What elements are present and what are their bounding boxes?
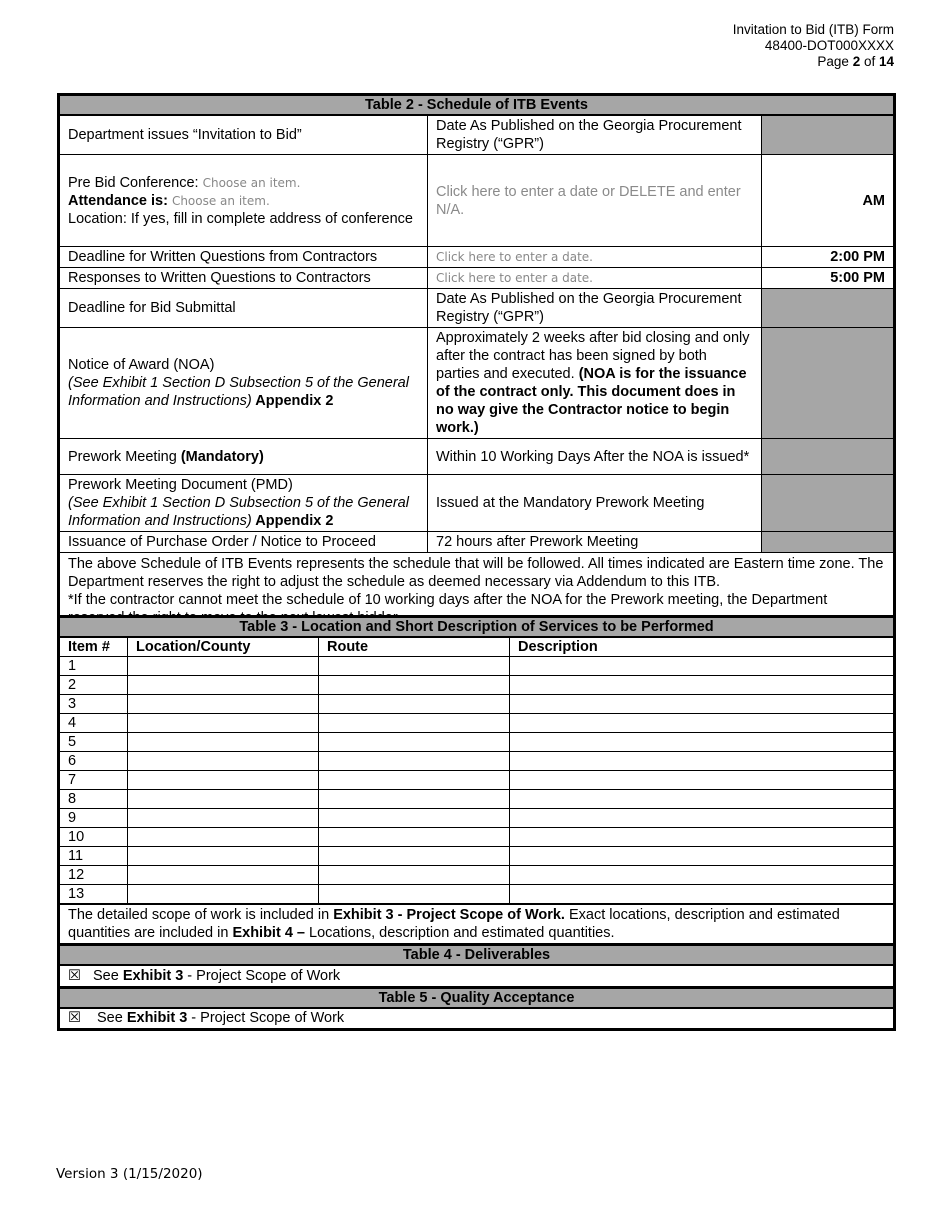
attendance-dropdown[interactable]: Choose an item.	[171, 193, 270, 208]
table-row: 2	[59, 676, 895, 695]
page-header	[733, 22, 894, 70]
deliverables-checkbox[interactable]: ☒	[68, 967, 81, 984]
table-row: 9	[59, 809, 895, 828]
scope-note: The detailed scope of work is included in Exhibit 3 - Project Scope of Work. Exact locations, description and estimated quantities are included in Exhibit 4 – Locations, description and estimated quantities.	[59, 904, 895, 945]
table-row: 13	[59, 885, 895, 905]
date-bid-submittal: Date As Published on the Georgia Procurement Registry (“GPR”)	[428, 289, 762, 328]
page-number: Page 2 of 14	[817, 54, 894, 69]
date-purchase-order: 72 hours after Prework Meeting	[428, 532, 762, 553]
table2-title: Table 2 - Schedule of ITB Events	[59, 95, 895, 116]
quality-checkbox[interactable]: ☒	[68, 1010, 81, 1027]
col-description: Description	[510, 637, 895, 657]
table3-title: Table 3 - Location and Short Description of Services to be Performed	[59, 617, 895, 638]
event-prebid: Pre Bid Conference: Choose an item. Attendance is: Choose an item. Location: If yes, fill in complete address of conference	[59, 155, 428, 247]
services-table	[57, 615, 896, 1031]
table-row: 10	[59, 828, 895, 847]
event-invitation: Department issues “Invitation to Bid”	[59, 115, 428, 155]
form-title: Invitation to Bid (ITB) Form	[732, 22, 894, 37]
date-prebid-field[interactable]: Click here to enter a date or DELETE and enter N/A.	[428, 155, 762, 247]
date-prework: Within 10 Working Days After the NOA is issued*	[428, 439, 762, 475]
footer-version: Version 3 (1/15/2020)	[56, 1166, 203, 1182]
time-questions: 2:00 PM	[762, 247, 895, 268]
table4-title: Table 4 - Deliverables	[59, 945, 895, 966]
date-questions-field[interactable]: Click here to enter a date.	[428, 247, 762, 268]
col-item: Item #	[59, 637, 128, 657]
deliverables-row: ☒ See Exhibit 3 - Project Scope of Work	[59, 965, 895, 987]
date-pmd: Issued at the Mandatory Prework Meeting	[428, 475, 762, 532]
schedule-table	[57, 93, 896, 632]
prebid-dropdown[interactable]: Choose an item.	[202, 175, 301, 190]
col-location: Location/County	[128, 637, 319, 657]
date-noa: Approximately 2 weeks after bid closing and only after the contract has been signed by both parties and executed. (NOA is for the issuance of the contract only. This document does in no way give the Contractor notice to begin work.)	[428, 328, 762, 439]
time-prebid: AM	[762, 155, 895, 247]
event-noa: Notice of Award (NOA) (See Exhibit 1 Section D Subsection 5 of the General Information and Instructions) Appendix 2	[59, 328, 428, 439]
table-row: 11	[59, 847, 895, 866]
time-responses: 5:00 PM	[762, 268, 895, 289]
event-questions-deadline: Deadline for Written Questions from Contractors	[59, 247, 428, 268]
event-pmd: Prework Meeting Document (PMD) (See Exhibit 1 Section D Subsection 5 of the General Information and Instructions) Appendix 2	[59, 475, 428, 532]
table-row: 6	[59, 752, 895, 771]
table5-title: Table 5 - Quality Acceptance	[59, 987, 895, 1008]
table-row: 7	[59, 771, 895, 790]
schedule-note: The above Schedule of ITB Events represents the schedule that will be followed. All times indicated are Eastern time zone. The Department reserves the right to adjust the schedule as deemed necessary via Addendum to this ITB. *If the contractor cannot meet the schedule of 10 working days after the NOA for the Prework meeting, the Department	[59, 553, 895, 631]
event-prework: Prework Meeting (Mandatory)	[59, 439, 428, 475]
col-route: Route	[319, 637, 510, 657]
form-number: 48400-DOT000XXXX	[764, 38, 894, 53]
table-row: 3	[59, 695, 895, 714]
event-bid-submittal: Deadline for Bid Submittal	[59, 289, 428, 328]
event-responses: Responses to Written Questions to Contractors	[59, 268, 428, 289]
date-responses-field[interactable]: Click here to enter a date.	[428, 268, 762, 289]
table-row: 1	[59, 657, 895, 676]
table-row: 12	[59, 866, 895, 885]
table-row: 4	[59, 714, 895, 733]
table-row: 8	[59, 790, 895, 809]
event-purchase-order: Issuance of Purchase Order / Notice to Proceed	[59, 532, 428, 553]
date-invitation: Date As Published on the Georgia Procurement Registry (“GPR”)	[428, 115, 762, 155]
quality-row: ☒ See Exhibit 3 - Project Scope of Work	[59, 1008, 895, 1030]
table-row: 5	[59, 733, 895, 752]
